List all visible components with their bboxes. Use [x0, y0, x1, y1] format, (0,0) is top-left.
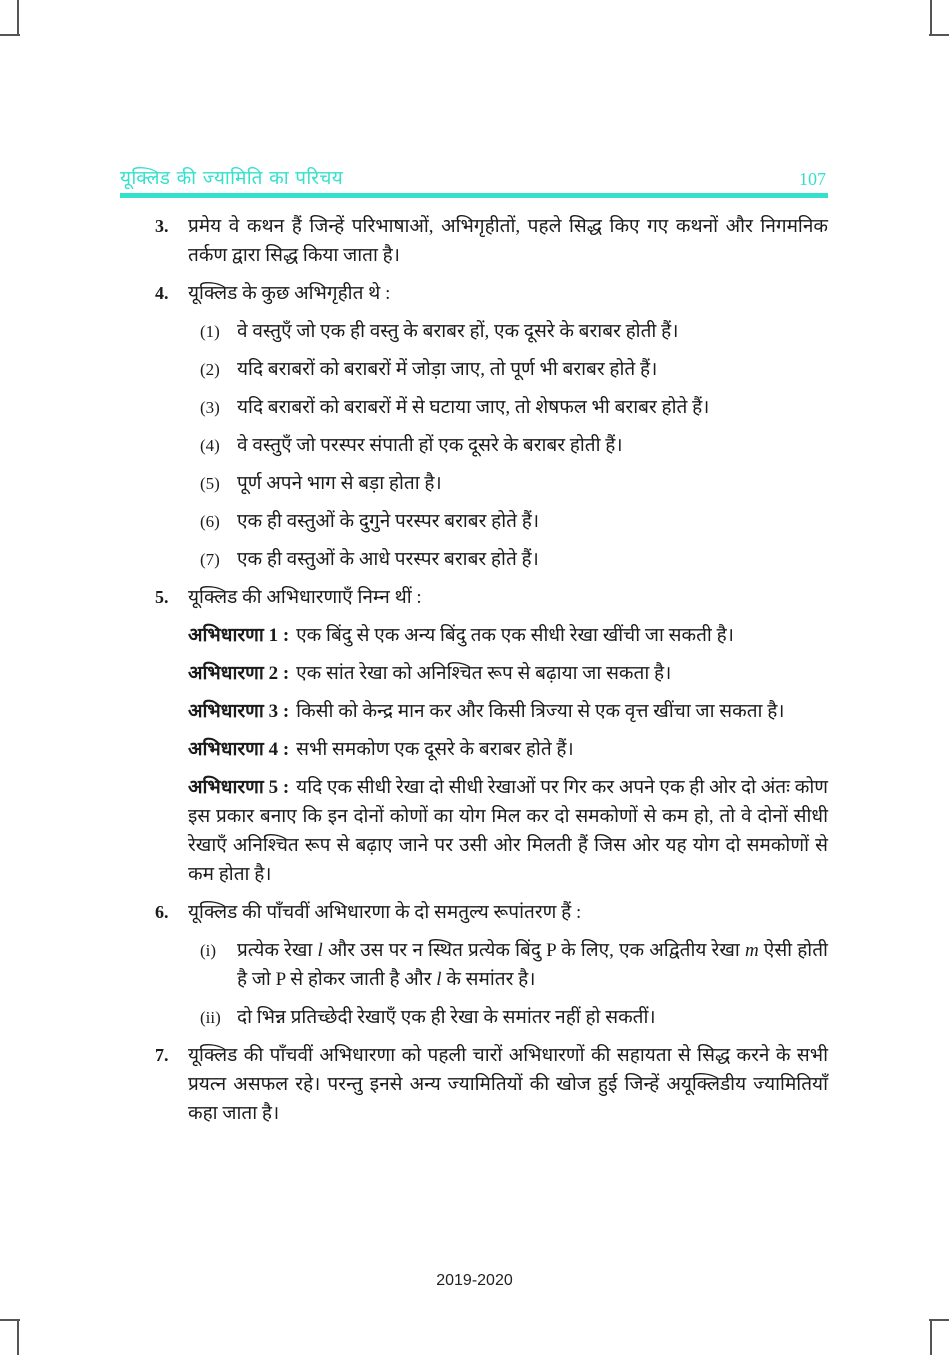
axiom-number: (7)	[200, 550, 220, 569]
postulate-label: अभिधारणा 2 :	[188, 663, 290, 684]
axiom-number: (4)	[200, 436, 220, 455]
crop-mark-bottom-left-vertical	[17, 1319, 19, 1355]
crop-mark-bottom-right-vertical	[930, 1319, 932, 1355]
text-part: के लिए, एक अद्वितीय रेखा	[555, 940, 745, 961]
crop-mark-top-left-vertical	[17, 0, 19, 36]
axiom-item-6	[188, 507, 828, 536]
axiom-item-1	[188, 317, 828, 346]
crop-mark-top-right-horizontal	[929, 34, 949, 36]
math-letter-P: P	[546, 940, 556, 961]
axiom-number: (1)	[200, 322, 220, 341]
axiom-item-4	[188, 431, 828, 460]
chapter-title: यूक्लिड की ज्यामिति का परिचय	[120, 167, 344, 189]
axiom-text: वे वस्तुएँ जो परस्पर संपाती हों एक दूसरे के बराबर होती हैं।	[237, 435, 623, 456]
postulate-text: किसी को केन्द्र मान कर और किसी त्रिज्या से एक वृत्त खींचा जा सकता है।	[296, 701, 785, 722]
axiom-number: (3)	[200, 398, 220, 417]
postulate-5	[188, 773, 828, 889]
item-number: 5.	[155, 587, 169, 607]
page-content	[120, 212, 828, 1137]
item-heading: यूक्लिड की पाँचवीं अभिधारणा के दो समतुल्य रूपांतरण हैं :	[188, 902, 582, 923]
running-header	[120, 164, 828, 198]
item-number: 6.	[155, 902, 169, 922]
item-number: 4.	[155, 283, 169, 303]
list-item-4	[120, 279, 828, 574]
postulate-label: अभिधारणा 1 :	[188, 625, 290, 646]
postulate-2	[188, 659, 828, 688]
postulate-text: एक सांत रेखा को अनिश्चित रूप से बढ़ाया जा सकता है।	[296, 663, 672, 684]
item-text	[188, 279, 828, 574]
item-text	[188, 898, 828, 1032]
list-item-5	[120, 583, 828, 889]
math-letter-P: P	[275, 969, 286, 990]
postulate-text: एक बिंदु से एक अन्य बिंदु तक एक सीधी रेखा खींची जा सकती है।	[296, 625, 734, 646]
axiom-number: (6)	[200, 512, 220, 531]
postulate-label: अभिधारणा 3 :	[188, 701, 290, 722]
item-heading: यूक्लिड के कुछ अभिगृहीत थे :	[188, 283, 391, 304]
postulate-label: अभिधारणा 4 :	[188, 739, 290, 760]
postulate-3	[188, 697, 828, 726]
header-rule	[120, 193, 828, 198]
text-part: और उस पर न स्थित प्रत्येक बिंदु	[322, 940, 547, 961]
text-part: ऐसी होती है जो	[237, 940, 828, 990]
math-letter-l: l	[317, 940, 323, 961]
footer-year: 2019-2020	[436, 1272, 513, 1289]
item-number: 7.	[155, 1045, 169, 1065]
list-item-3	[120, 212, 828, 270]
axiom-text: वे वस्तुएँ जो एक ही वस्तु के बराबर हों, एक दूसरे के बराबर होती हैं।	[237, 321, 679, 342]
axiom-item-2	[188, 355, 828, 384]
math-letter-l: l	[436, 969, 442, 990]
postulate-1	[188, 621, 828, 650]
axiom-text: यदि बराबरों को बराबरों में से घटाया जाए, तो शेषफल भी बराबर होते हैं।	[237, 397, 710, 418]
axiom-text: एक ही वस्तुओं के दुगुने परस्पर बराबर होते हैं।	[237, 511, 540, 532]
axiom-text: यदि बराबरों को बराबरों में जोड़ा जाए, तो पूर्ण भी बराबर होते हैं।	[237, 359, 658, 380]
axiom-item-7	[188, 545, 828, 574]
item-heading: यूक्लिड की अभिधारणाएँ निम्न थीं :	[188, 587, 422, 608]
postulate-text: यदि एक सीधी रेखा दो सीधी रेखाओं पर गिर कर अपने एक ही ओर दो अंतः कोण इस प्रकार बनाए कि इन दोनों कोणों का योग मिल कर दो समकोणों से कम हो, तो वे दोनों सीधी रेखाएँ अनिश्चित रूप से बढ़ाए जाने पर उसी ओर मिलती हैं जिस ओर यह योग दो समकोणों से कम होता है।	[188, 777, 828, 885]
text-part: से होकर जाती है और	[285, 969, 437, 990]
item-number: 3.	[155, 216, 169, 236]
math-letter-m: m	[744, 940, 759, 961]
item-text	[188, 583, 828, 889]
list-item-7	[120, 1041, 828, 1128]
crop-mark-bottom-right-horizontal	[929, 1319, 949, 1321]
axiom-number: (2)	[200, 360, 220, 379]
equivalent-item-i	[188, 936, 828, 994]
item-text: यूक्लिड की पाँचवीं अभिधारणा को पहली चारों अभिधारणों की सहायता से सिद्ध करने के सभी प्रयत्न असफल रहे। परन्तु इनसे अन्य ज्यामितियों की खोज हुई जिन्हें अयूक्लिडीय ज्यामितियाँ कहा जाता है।	[188, 1045, 828, 1124]
crop-mark-top-right-vertical	[930, 0, 932, 36]
axiom-text: एक ही वस्तुओं के आधे परस्पर बराबर होते हैं।	[237, 549, 539, 570]
postulate-text: सभी समकोण एक दूसरे के बराबर होते हैं।	[296, 739, 574, 760]
axiom-item-3	[188, 393, 828, 422]
equivalent-text: दो भिन्न प्रतिच्छेदी रेखाएँ एक ही रेखा के समांतर नहीं हो सकतीं।	[237, 1007, 656, 1028]
text-part: के समांतर है।	[441, 969, 536, 990]
page-number: 107	[799, 169, 826, 189]
item-text: प्रमेय वे कथन हैं जिन्हें परिभाषाओं, अभिगृहीतों, पहले सिद्ध किए गए कथनों और निगमनिक तर्कण द्वारा सिद्ध किया जाता है।	[188, 216, 828, 266]
axiom-number: (5)	[200, 474, 220, 493]
list-item-6	[120, 898, 828, 1032]
equivalent-number: (ii)	[200, 1008, 221, 1027]
equivalent-text	[237, 936, 828, 994]
axiom-item-5	[188, 469, 828, 498]
equivalent-item-ii	[188, 1003, 828, 1032]
postulate-label: अभिधारणा 5 :	[188, 777, 290, 798]
postulate-4	[188, 735, 828, 764]
text-part: प्रत्येक रेखा	[237, 940, 318, 961]
axiom-text: पूर्ण अपने भाग से बड़ा होता है।	[237, 473, 442, 494]
crop-mark-top-left-horizontal	[0, 34, 20, 36]
equivalent-number: (i)	[200, 941, 217, 960]
